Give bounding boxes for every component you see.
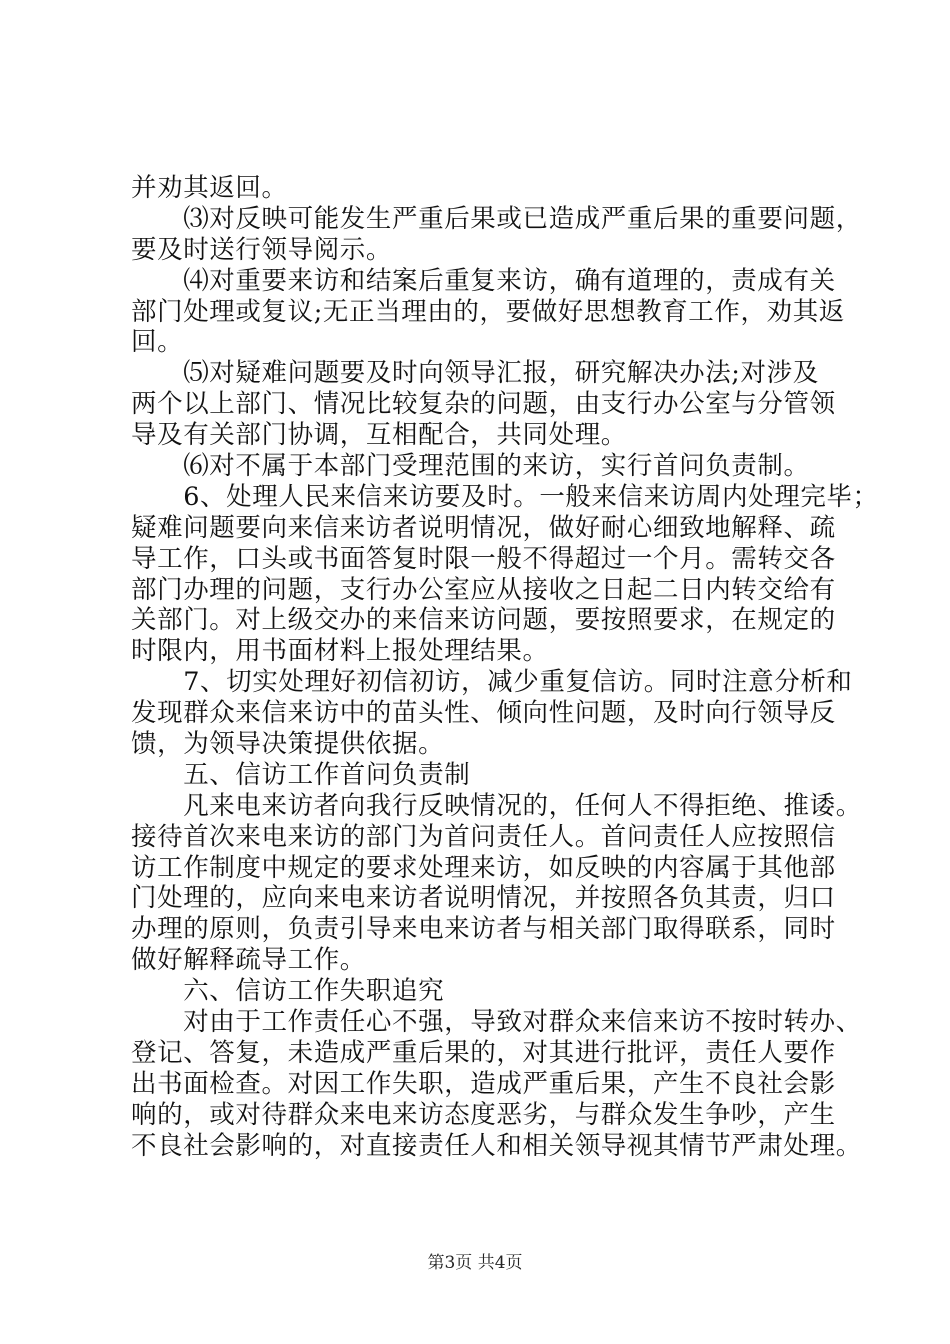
text-line: 五、信访工作首问负责制 <box>131 759 471 790</box>
text-line: 做好解释疏导工作。 <box>131 945 366 976</box>
text-line: 发现群众来信来访中的苗头性、倾向性问题，及时向行领导反 <box>131 698 836 729</box>
text-line: 馈，为领导决策提供依据。 <box>131 729 445 760</box>
text-line: ⑸对疑难问题要及时向领导汇报，研究解决办法;对涉及 <box>131 358 819 389</box>
text-line: ⑹对不属于本部门受理范围的来访，实行首问负责制。 <box>131 451 810 482</box>
text-line: 访工作制度中规定的要求处理来访，如反映的内容属于其他部 <box>131 852 836 883</box>
text-line: 对由于工作责任心不强，导致对群众来信来访不按时转办、 <box>131 1007 862 1038</box>
text-line: 6、处理人民来信来访要及时。一般来信来访周内处理完毕； <box>131 481 879 512</box>
text-line: 并劝其返回。 <box>131 173 288 203</box>
document-body <box>131 173 879 1162</box>
text-line: 办理的原则，负责引导来电来访者与相关部门取得联系，同时 <box>131 914 836 945</box>
text-line: 六、信访工作失职追究 <box>131 976 445 1007</box>
text-line: 凡来电来访者向我行反映情况的，任何人不得拒绝、推诿。 <box>131 790 862 821</box>
text-line: 回。 <box>131 327 184 358</box>
text-line: 关部门。对上级交办的来信来访问题，要按照要求，在规定的 <box>131 605 836 636</box>
text-line: 不良社会影响的，对直接责任人和相关领导视其情节严肃处理。 <box>131 1130 862 1161</box>
text-line: 出书面检查。对因工作失职，造成严重后果，产生不良社会影 <box>131 1068 836 1099</box>
page-footer: 第3页 共4页 <box>427 1253 523 1273</box>
text-line: 两个以上部门、情况比较复杂的问题，由支行办公室与分管领 <box>131 389 836 420</box>
text-line: 导工作，口头或书面答复时限一般不得超过一个月。需转交各 <box>131 543 836 574</box>
text-line: 时限内，用书面材料上报处理结果。 <box>131 636 549 667</box>
text-line: 部门处理或复议;无正当理由的，要做好思想教育工作，劝其返 <box>131 296 845 327</box>
text-line: 导及有关部门协调，互相配合，共同处理。 <box>131 420 627 451</box>
text-line: 登记、答复，未造成严重后果的，对其进行批评，责任人要作 <box>131 1037 836 1068</box>
text-line: 疑难问题要向来信来访者说明情况，做好耐心细致地解释、疏 <box>131 512 836 543</box>
text-line: 要及时送行领导阅示。 <box>131 234 393 265</box>
text-line: 7、切实处理好初信初访，减少重复信访。同时注意分析和 <box>131 667 853 698</box>
text-line: ⑷对重要来访和结案后重复来访，确有道理的，责成有关 <box>131 265 836 296</box>
text-line: 响的，或对待群众来电来访态度恶劣，与群众发生争吵，产生 <box>131 1099 836 1130</box>
text-line: ⑶对反映可能发生严重后果或已造成严重后果的重要问题， <box>131 203 862 234</box>
text-line: 门处理的，应向来电来访者说明情况，并按照各负其责，归口 <box>131 883 836 914</box>
text-line: 部门办理的问题，支行办公室应从接收之日起二日内转交给有 <box>131 574 836 605</box>
text-line: 接待首次来电来访的部门为首问责任人。首问责任人应按照信 <box>131 821 836 852</box>
